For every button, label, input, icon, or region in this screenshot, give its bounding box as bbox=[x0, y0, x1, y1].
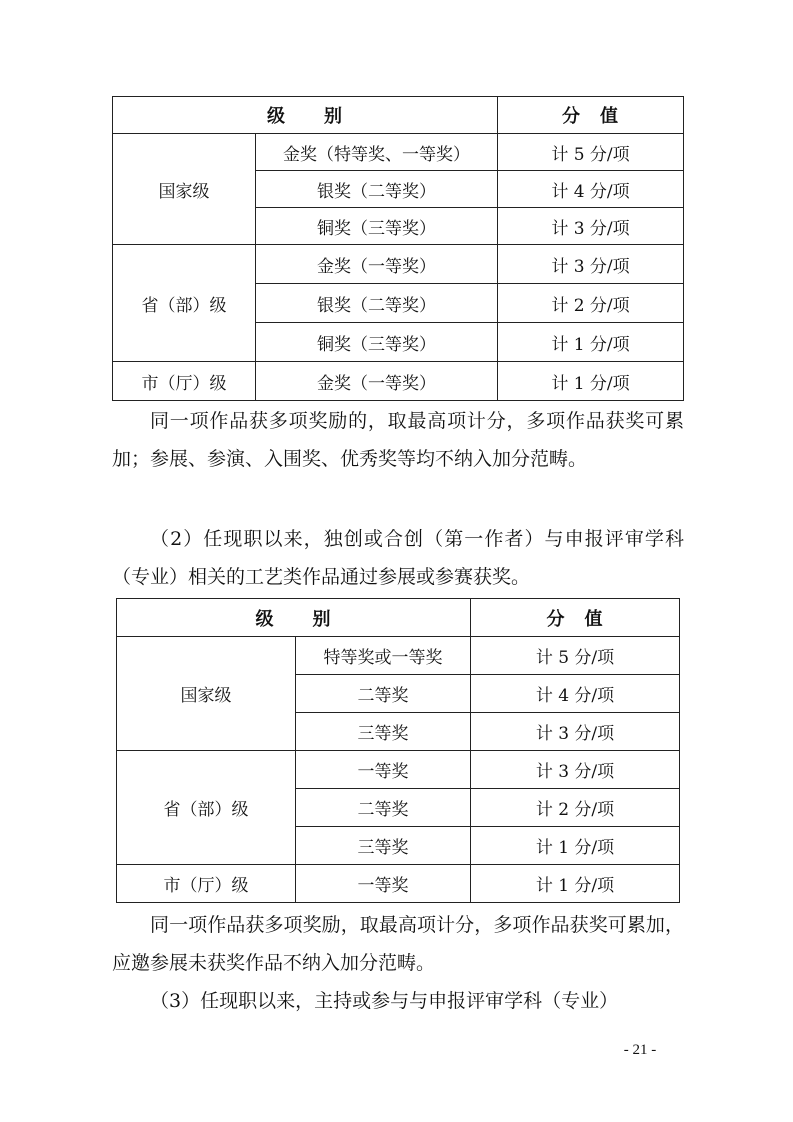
table-header-row bbox=[117, 599, 680, 637]
level-cell: 市（厅）级 bbox=[113, 362, 256, 401]
paragraph-4: （3）任现职以来，主持或参与与申报评审学科（专业） bbox=[150, 990, 619, 1012]
score-cell: 计 1 分/项 bbox=[471, 865, 680, 903]
table-row bbox=[117, 865, 680, 903]
score-cell: 计 3 分/项 bbox=[498, 245, 684, 284]
score-cell: 计 1 分/项 bbox=[498, 323, 684, 362]
score-cell: 计 3 分/项 bbox=[498, 208, 684, 245]
level-cell: 国家级 bbox=[117, 637, 296, 751]
award-cell: 二等奖 bbox=[296, 675, 471, 713]
award-cell: 三等奖 bbox=[296, 827, 471, 865]
table-row bbox=[117, 751, 680, 789]
page-number: - 21 - bbox=[623, 1042, 657, 1058]
paragraph-1: 同一项作品获多项奖励的，取最高项计分，多项作品获奖可累加；参展、参演、入围奖、优秀奖等均不纳入加分范畴。 bbox=[112, 410, 684, 470]
award-cell: 特等奖或一等奖 bbox=[296, 637, 471, 675]
level-cell: 省（部）级 bbox=[113, 245, 256, 362]
score-cell: 计 5 分/项 bbox=[471, 637, 680, 675]
score-cell: 计 4 分/项 bbox=[498, 171, 684, 208]
score-cell: 计 3 分/项 bbox=[471, 751, 680, 789]
table-row bbox=[113, 134, 684, 171]
paragraph-3: 同一项作品获多项奖励，取最高项计分，多项作品获奖可累加，应邀参展未获奖作品不纳入加分范畴。 bbox=[112, 914, 684, 974]
level-cell: 市（厅）级 bbox=[117, 865, 296, 903]
score-cell: 计 1 分/项 bbox=[498, 362, 684, 401]
award-score-table-1 bbox=[112, 96, 684, 401]
award-cell: 金奖（一等奖） bbox=[256, 362, 498, 401]
award-cell: 一等奖 bbox=[296, 865, 471, 903]
table-row bbox=[117, 637, 680, 675]
award-cell: 铜奖（三等奖） bbox=[256, 323, 498, 362]
table-row bbox=[113, 362, 684, 401]
award-cell: 金奖（一等奖） bbox=[256, 245, 498, 284]
level-cell: 国家级 bbox=[113, 134, 256, 245]
score-cell: 计 1 分/项 bbox=[471, 827, 680, 865]
award-cell: 银奖（二等奖） bbox=[256, 171, 498, 208]
score-cell: 计 5 分/项 bbox=[498, 134, 684, 171]
header-value: 分 值 bbox=[498, 97, 684, 134]
header-level: 级 别 bbox=[113, 97, 498, 134]
table-header-row bbox=[113, 97, 684, 134]
score-cell: 计 4 分/项 bbox=[471, 675, 680, 713]
level-cell: 省（部）级 bbox=[117, 751, 296, 865]
award-cell: 一等奖 bbox=[296, 751, 471, 789]
award-cell: 二等奖 bbox=[296, 789, 471, 827]
award-cell: 铜奖（三等奖） bbox=[256, 208, 498, 245]
award-cell: 金奖（特等奖、一等奖） bbox=[256, 134, 498, 171]
award-score-table-2 bbox=[116, 598, 680, 903]
paragraph-2: （2）任现职以来，独创或合创（第一作者）与申报评审学科（专业）相关的工艺类作品通过参展或参赛获奖。 bbox=[112, 528, 684, 588]
header-level: 级 别 bbox=[117, 599, 471, 637]
table-row bbox=[113, 245, 684, 284]
score-cell: 计 3 分/项 bbox=[471, 713, 680, 751]
award-cell: 银奖（二等奖） bbox=[256, 284, 498, 323]
award-cell: 三等奖 bbox=[296, 713, 471, 751]
score-cell: 计 2 分/项 bbox=[471, 789, 680, 827]
score-cell: 计 2 分/项 bbox=[498, 284, 684, 323]
header-value: 分 值 bbox=[471, 599, 680, 637]
